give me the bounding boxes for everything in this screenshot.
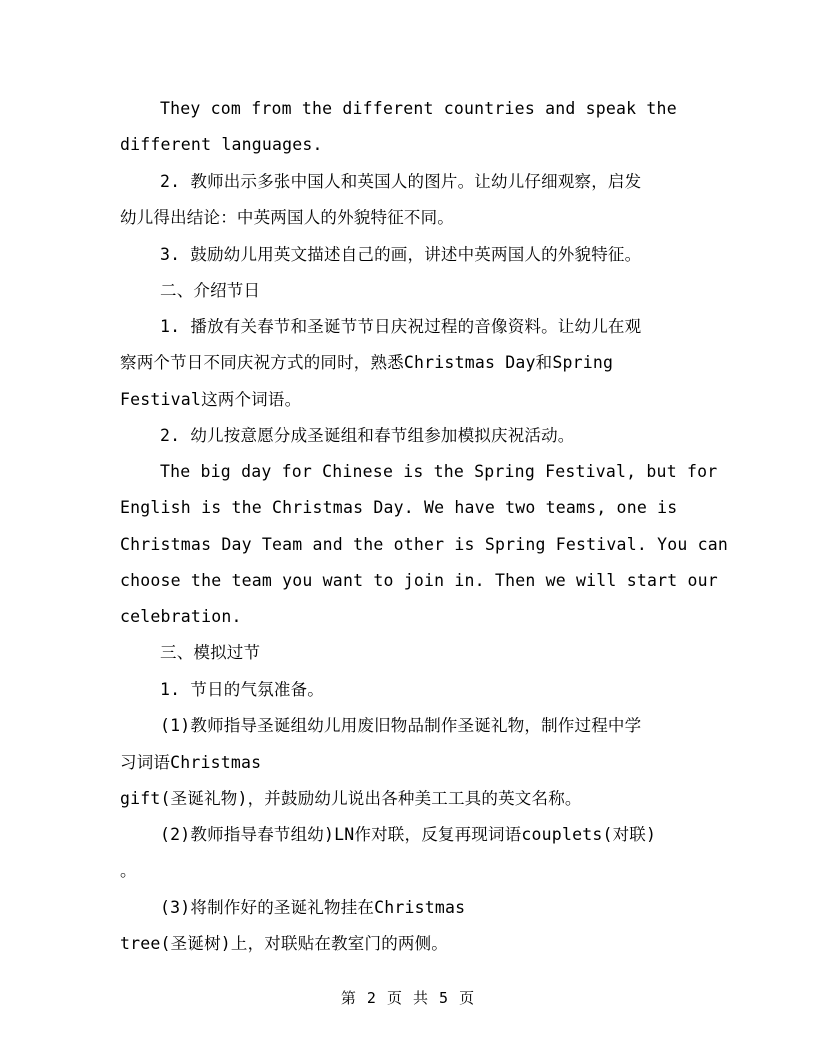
text-line: different languages. — [120, 135, 323, 154]
text-line: (2)教师指导春节组幼)LN作对联，反复再现词语couplets(对联) — [160, 825, 657, 844]
page-footer: 第 2 页 共 5 页 — [340, 989, 476, 1007]
text-line: They com from the different countries and speak the — [160, 99, 677, 118]
section-heading: 三、模拟过节 — [160, 643, 261, 662]
text-line: (1)教师指导圣诞组幼儿用废旧物品制作圣诞礼物，制作过程中学 — [160, 716, 642, 735]
text-line: celebration. — [120, 607, 242, 626]
text-line: 1. 播放有关春节和圣诞节节日庆祝过程的音像资料。让幼儿在观 — [160, 317, 642, 336]
text-line: 察两个节日不同庆祝方式的同时，熟悉Christmas Day和Spring — [120, 353, 614, 372]
text-line: tree(圣诞树)上，对联贴在教室门的两侧。 — [120, 934, 449, 953]
text-line: 3. 鼓励幼儿用英文描述自己的画，讲述中英两国人的外貌特征。 — [160, 245, 642, 264]
text-line: 2. 幼儿按意愿分成圣诞组和春节组参加模拟庆祝活动。 — [160, 426, 575, 445]
text-line: gift(圣诞礼物)，并鼓励幼儿说出各种美工工具的英文名称。 — [120, 789, 582, 808]
text-line: 。 — [120, 861, 137, 880]
text-line: (3)将制作好的圣诞礼物挂在Christmas — [160, 898, 466, 917]
text-line: English is the Christmas Day. We have two teams, one is — [120, 498, 678, 517]
section-heading: 二、介绍节日 — [160, 281, 261, 300]
text-line: 1. 节日的气氛准备。 — [160, 680, 325, 699]
text-line: 幼儿得出结论：中英两国人的外貌特征不同。 — [120, 208, 454, 227]
text-line: Festival这两个词语。 — [120, 390, 302, 409]
text-line: choose the team you want to join in. Then we will start our — [120, 571, 718, 590]
text-line: 习词语Christmas — [120, 753, 262, 772]
text-line: Christmas Day Team and the other is Spring Festival. You can — [120, 535, 729, 554]
text-line: 2. 教师出示多张中国人和英国人的图片。让幼儿仔细观察，启发 — [160, 172, 642, 191]
text-line: The big day for Chinese is the Spring Festival, but for — [160, 462, 718, 481]
